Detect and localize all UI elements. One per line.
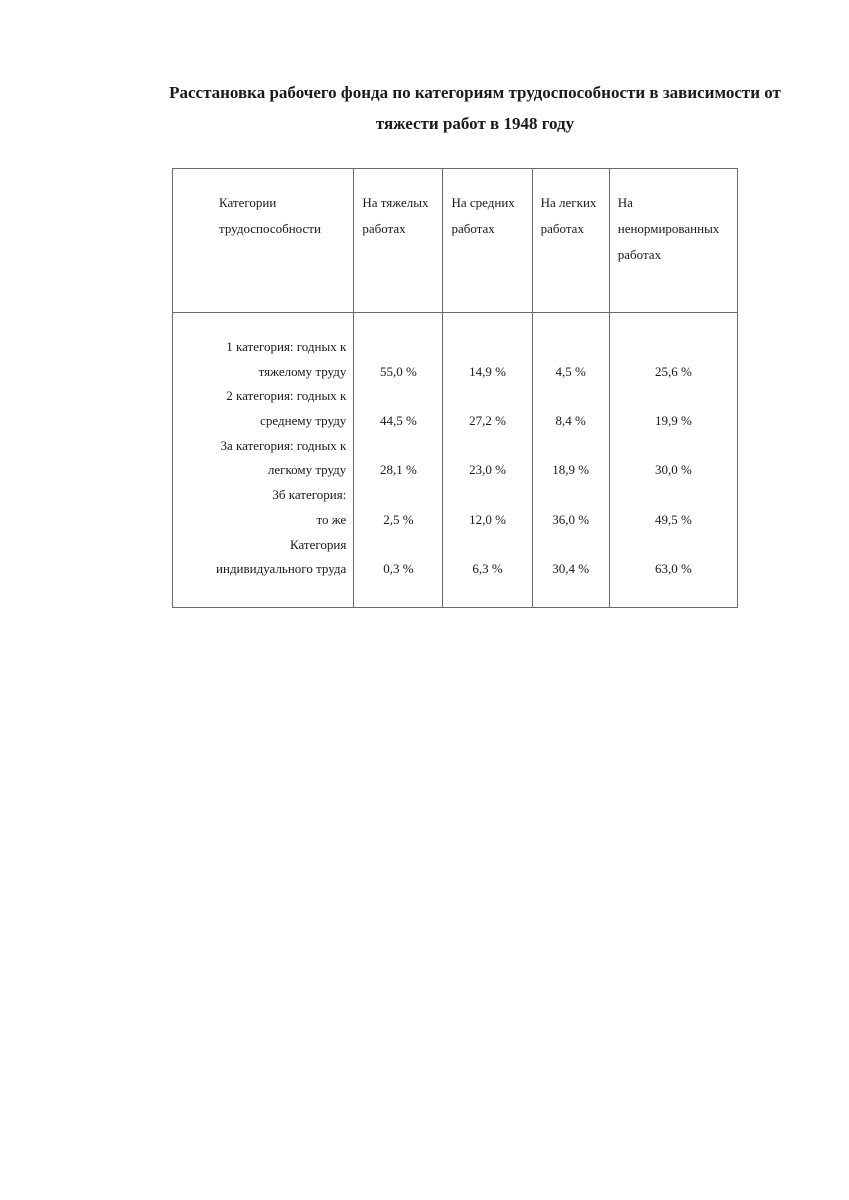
category-label: 1 категория: годных к	[226, 339, 347, 354]
category-label: легкому труду	[267, 462, 347, 478]
value-cell: 27,2 %	[469, 413, 506, 429]
value-cell: 2,5 %	[383, 511, 414, 527]
value-cell: 12,0 %	[469, 511, 506, 527]
value-cell: 28,1 %	[379, 462, 417, 478]
value-cell: 14,9 %	[469, 363, 506, 379]
value-cell: 36,0 %	[552, 511, 590, 527]
header-heavy-line-2: работах	[362, 221, 406, 236]
category-label: то же	[316, 511, 347, 527]
value-cell: 6,3 %	[472, 561, 503, 577]
page-title	[150, 77, 800, 139]
header-light-work	[532, 169, 609, 313]
table-body-row	[173, 313, 738, 608]
work-fund-table	[172, 168, 738, 608]
value-cell: 8,4 %	[555, 413, 586, 429]
header-categories-line-1: Категории	[219, 195, 277, 210]
header-unnormed-line-2: ненормированных	[617, 221, 720, 236]
header-heavy-line-1: На тяжелых	[362, 195, 429, 210]
category-label: индивидуального труда	[216, 561, 347, 577]
category-column	[173, 313, 354, 608]
header-medium-line-1: На средних	[451, 195, 515, 210]
header-unnormed-work	[609, 169, 737, 313]
category-label: среднему труду	[260, 413, 347, 429]
page-title-line-2: тяжести работ в 1948 году	[375, 114, 575, 133]
unnormed-work-column	[609, 313, 737, 608]
heavy-work-column	[354, 313, 443, 608]
value-cell: 23,0 %	[469, 462, 506, 478]
category-label: 3б категория:	[272, 487, 347, 503]
header-medium-line-2: работах	[451, 221, 495, 236]
header-categories	[173, 169, 354, 313]
medium-work-column	[443, 313, 532, 608]
value-cell: 49,5 %	[654, 511, 692, 527]
value-cell: 19,9 %	[654, 413, 692, 429]
header-categories-line-2: трудоспособности	[219, 221, 321, 236]
value-cell: 0,3 %	[383, 561, 414, 577]
category-label: тяжелому труду	[258, 363, 347, 379]
value-cell: 18,9 %	[552, 462, 590, 478]
header-medium-work	[443, 169, 532, 313]
value-cell: 30,4 %	[552, 561, 590, 577]
value-cell: 55,0 %	[379, 363, 417, 379]
category-label: Категория	[289, 536, 347, 552]
header-unnormed-line-3: работах	[617, 247, 662, 262]
value-cell: 25,6 %	[654, 363, 692, 379]
category-label: 3а категория: годных к	[220, 437, 347, 453]
header-heavy-work	[354, 169, 443, 313]
value-cell: 44,5 %	[379, 413, 417, 429]
value-cell: 4,5 %	[555, 363, 586, 379]
header-light-line-2: работах	[540, 221, 584, 236]
category-label: 2 категория: годных к	[226, 388, 347, 404]
header-light-line-1: На легких	[540, 195, 597, 210]
value-cell: 63,0 %	[654, 561, 692, 577]
page-title-line-1: Расстановка рабочего фонда по категориям трудоспособности в зависимости от	[169, 83, 781, 102]
light-work-column	[532, 313, 609, 608]
header-unnormed-line-1: На	[617, 195, 633, 210]
table-header-row	[173, 169, 738, 313]
category-stack	[173, 313, 353, 582]
value-cell: 30,0 %	[654, 462, 692, 478]
